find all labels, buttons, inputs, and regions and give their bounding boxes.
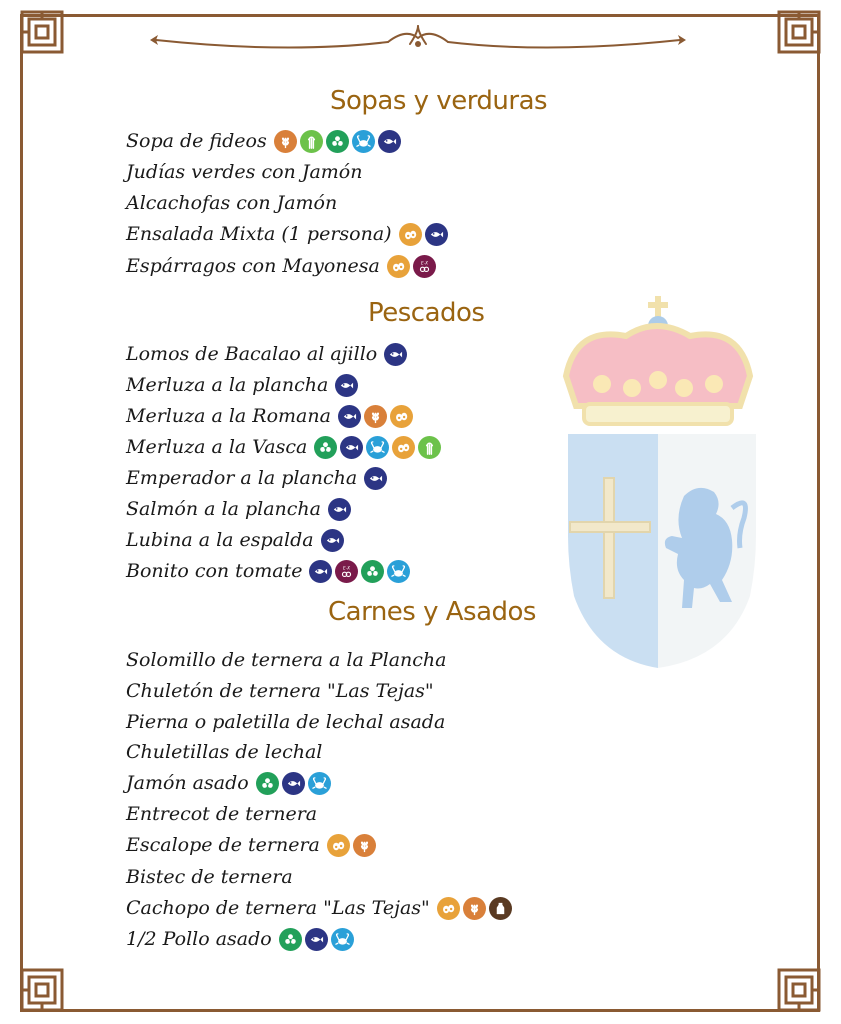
menu-item-name: Jamón asado xyxy=(126,772,249,794)
fish-icon xyxy=(378,130,401,153)
egg-icon xyxy=(399,223,422,246)
menu-item xyxy=(126,495,351,523)
fish-icon xyxy=(364,467,387,490)
svg-text:E-X: E-X xyxy=(343,565,351,571)
fish-icon xyxy=(305,928,328,951)
mollusc-icon xyxy=(314,436,337,459)
menu-item-name: Chuletillas de lechal xyxy=(126,741,323,763)
menu-item-name: Merluza a la Vasca xyxy=(126,436,308,458)
menu-item-name: Escalope de ternera xyxy=(126,834,320,856)
menu-item xyxy=(126,769,331,797)
menu-item xyxy=(126,158,366,186)
section-title-carnes: Carnes y Asados xyxy=(328,597,536,627)
menu-item-name: Bonito con tomate xyxy=(126,560,303,582)
section-title-pescados: Pescados xyxy=(368,298,485,328)
sulphite-icon xyxy=(335,560,358,583)
corner-ornament-bottom-right xyxy=(777,968,821,1012)
fish-icon xyxy=(384,343,407,366)
menu-item xyxy=(126,925,354,953)
mollusc-icon xyxy=(279,928,302,951)
milk-icon xyxy=(489,897,512,920)
sulphite-icon xyxy=(413,255,436,278)
menu-item-name: Cachopo de ternera "Las Tejas" xyxy=(126,897,430,919)
menu-item xyxy=(126,340,407,368)
menu-item xyxy=(126,646,450,674)
crustacean-icon xyxy=(331,928,354,951)
menu-item-name: Lomos de Bacalao al ajillo xyxy=(126,343,378,365)
egg-icon xyxy=(390,405,413,428)
menu-item xyxy=(126,831,376,859)
menu-item xyxy=(126,863,297,891)
menu-item-name: Lubina a la espalda xyxy=(126,529,314,551)
fish-icon xyxy=(425,223,448,246)
menu-item-name: Chuletón de ternera "Las Tejas" xyxy=(126,680,434,702)
menu-item xyxy=(126,433,441,461)
gluten-icon xyxy=(364,405,387,428)
fish-icon xyxy=(309,560,332,583)
gluten-icon xyxy=(274,130,297,153)
menu-item xyxy=(126,127,401,155)
menu-item xyxy=(126,464,387,492)
menu-item xyxy=(126,371,358,399)
fish-icon xyxy=(335,374,358,397)
gluten-icon xyxy=(353,834,376,857)
fish-icon xyxy=(328,498,351,521)
menu-item-name: Espárragos con Mayonesa xyxy=(126,255,380,277)
coat-of-arms-emblem xyxy=(556,296,760,668)
menu-item-name: Bistec de ternera xyxy=(126,866,293,888)
fish-icon xyxy=(282,772,305,795)
mollusc-icon xyxy=(361,560,384,583)
egg-icon xyxy=(387,255,410,278)
menu-item-name: Salmón a la plancha xyxy=(126,498,321,520)
menu-item xyxy=(126,252,436,280)
menu-item-name: 1/2 Pollo asado xyxy=(126,928,272,950)
corner-ornament-bottom-left xyxy=(20,968,64,1012)
menu-item xyxy=(126,220,448,248)
menu-item xyxy=(126,738,326,766)
mollusc-icon xyxy=(326,130,349,153)
menu-item-name: Pierna o paletilla de lechal asada xyxy=(126,711,446,733)
menu-item xyxy=(126,894,512,922)
menu-item xyxy=(126,800,321,828)
menu-item-name: Emperador a la plancha xyxy=(126,467,358,489)
egg-icon xyxy=(437,897,460,920)
menu-item xyxy=(126,708,449,736)
menu-item-name: Sopa de fideos xyxy=(126,130,267,152)
celery-icon xyxy=(418,436,441,459)
menu-item-name: Ensalada Mixta (1 persona) xyxy=(126,223,392,245)
top-flourish-ornament xyxy=(148,24,688,58)
menu-item xyxy=(126,402,413,430)
section-title-sopas: Sopas y verduras xyxy=(330,86,548,116)
menu-item xyxy=(126,189,341,217)
crustacean-icon xyxy=(352,130,375,153)
svg-text:E-X: E-X xyxy=(420,260,428,266)
egg-icon xyxy=(327,834,350,857)
menu-item xyxy=(126,557,410,585)
fish-icon xyxy=(321,529,344,552)
corner-ornament-top-left xyxy=(20,10,64,54)
menu-item-name: Merluza a la plancha xyxy=(126,374,329,396)
crustacean-icon xyxy=(308,772,331,795)
menu-item-name: Merluza a la Romana xyxy=(126,405,331,427)
mollusc-icon xyxy=(256,772,279,795)
menu-item-name: Entrecot de ternera xyxy=(126,803,318,825)
menu-item-name: Alcachofas con Jamón xyxy=(126,192,338,214)
crustacean-icon xyxy=(387,560,410,583)
fish-icon xyxy=(340,436,363,459)
menu-item xyxy=(126,677,438,705)
crustacean-icon xyxy=(366,436,389,459)
corner-ornament-top-right xyxy=(777,10,821,54)
fish-icon xyxy=(338,405,361,428)
egg-icon xyxy=(392,436,415,459)
gluten-icon xyxy=(463,897,486,920)
menu-item-name: Judías verdes con Jamón xyxy=(126,161,363,183)
celery-icon xyxy=(300,130,323,153)
menu-item xyxy=(126,526,344,554)
menu-item-name: Solomillo de ternera a la Plancha xyxy=(126,649,447,671)
